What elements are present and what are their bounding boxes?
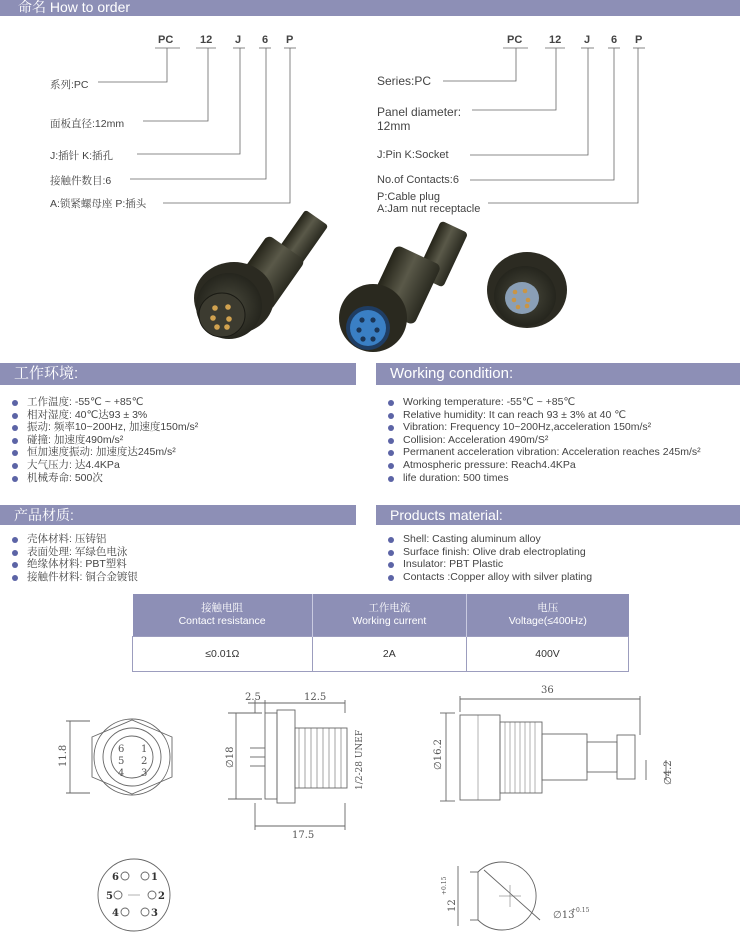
dim-side-thread: 1/2-28 UNEF [355, 729, 365, 790]
material-en-item: Surface finish: Olive drab electroplating [386, 546, 592, 559]
working-en-item: Vibration: Frequency 10~200Hz,acceleration 150m/s² [386, 421, 701, 434]
pin-layout-5: 5 [106, 891, 113, 902]
header-cn: 电压 [537, 602, 559, 614]
label-series-en: Series:PC [377, 74, 432, 88]
section-working-cn: 工作环境: [0, 363, 356, 385]
product-photo [194, 210, 567, 352]
dim-side-flange: 2.5 [245, 692, 261, 703]
value-working-current: 2A [312, 637, 466, 672]
table-row [133, 637, 629, 672]
spec-table-header [133, 594, 629, 637]
label-jam-en: A:Jam nut receptacle [377, 203, 481, 215]
label-plug-en: P:Cable plug [377, 191, 440, 203]
label-panel-en: Panel diameter: [377, 105, 462, 119]
dim-cutout-height: 12 [447, 899, 458, 912]
working-cn-item: 机械寿命: 500次 [10, 472, 198, 485]
spec-table [132, 594, 629, 672]
dim-side-diameter: ∅18 [225, 746, 236, 768]
code-contacts-en: 6 [611, 34, 618, 46]
working-cn-item: 振动: 频率10~200Hz, 加速度150m/s² [10, 421, 198, 434]
working-en-item: Relative humidity: It can reach 93 ± 3% at 40 ℃ [386, 409, 701, 422]
section-material-cn: 产品材质: [0, 505, 356, 525]
label-panel-en-value: 12mm [377, 119, 411, 133]
material-cn-list [10, 533, 138, 583]
label-series-cn: 系列:PC [50, 79, 89, 91]
front-pin-4: 4 [118, 768, 125, 779]
dim-plug-diameter: ∅16.2 [433, 739, 444, 770]
material-en-list [386, 533, 592, 583]
front-pin-5: 5 [118, 756, 125, 767]
working-en-item: life duration: 500 times [386, 472, 701, 485]
code-contact-type-en: J [584, 34, 591, 46]
drawing-panel-cutout [458, 862, 540, 930]
label-style-cn: A:锁紧螺母座 P:插头 [50, 198, 147, 210]
label-contacts-cn: 接触件数目:6 [50, 175, 112, 187]
material-cn-item: 壳体材料: 压铸铝 [10, 533, 138, 546]
header-cn: 工作电流 [368, 602, 411, 614]
header-voltage [467, 594, 629, 637]
header-working-current [312, 594, 466, 637]
material-en-item: Contacts :Copper alloy with silver plating [386, 571, 592, 584]
connector-photo-jam-nut [487, 252, 567, 328]
code-contact-type: J [235, 34, 242, 46]
dim-plug-small: ∅4.2 [663, 760, 674, 785]
front-pin-2: 2 [141, 756, 148, 767]
working-en-item: Collision: Acceleration 490m/S² [386, 434, 701, 447]
dim-side-overall: 17.5 [292, 830, 315, 841]
drawing-plug-view [440, 696, 666, 801]
material-cn-item: 绝缘体材料: PBT塑料 [10, 558, 138, 571]
label-diameter-cn: 面板直径:12mm [50, 118, 125, 130]
working-cn-list [10, 396, 198, 484]
drawing-side-view [228, 700, 347, 830]
section-material-en: Products material: [376, 505, 740, 525]
label-contacts-en: No.of Contacts:6 [377, 174, 459, 186]
code-series: PC [158, 34, 174, 46]
value-voltage: 400V [467, 637, 629, 672]
working-en-item: Working temperature: -55℃ ~ +85℃ [386, 396, 701, 409]
pin-layout-6: 6 [112, 872, 119, 883]
working-en-list [386, 396, 701, 484]
order-leader-lines-cn [98, 48, 296, 203]
value-contact-resistance: ≤0.01Ω [133, 637, 313, 672]
code-series-en: PC [507, 34, 523, 46]
page-title: 命名 How to order [18, 0, 131, 15]
code-contacts: 6 [262, 34, 269, 46]
connector-photo-receptacle [194, 210, 328, 339]
front-pin-3: 3 [141, 768, 148, 779]
connector-photo-plug [339, 220, 468, 352]
label-pin-en: J:Pin K:Socket [377, 149, 449, 161]
dim-cutout-diameter-tol: +0.15 [571, 907, 590, 914]
code-diameter: 12 [200, 34, 213, 46]
code-diameter-en: 12 [549, 34, 562, 46]
working-cn-item: 大气压力: 达4.4KPa [10, 459, 198, 472]
front-pin-labels [118, 744, 147, 779]
pin-layout-2: 2 [158, 891, 165, 902]
header-cn: 接触电阻 [201, 602, 244, 614]
working-cn-item: 相对湿度: 40℃达93 ± 3% [10, 409, 198, 422]
pin-layout-4: 4 [112, 908, 119, 919]
material-cn-item: 表面处理: 军绿色电泳 [10, 546, 138, 559]
dim-cutout-diameter: ∅13 [553, 910, 575, 921]
header-en: Working current [352, 615, 427, 627]
dim-front-width: 11.8 [58, 744, 69, 767]
pin-layout-3: 3 [151, 908, 158, 919]
material-en-item: Shell: Casting aluminum alloy [386, 533, 592, 546]
working-cn-item: 碰撞: 加速度490m/s² [10, 434, 198, 447]
pin-layout-1: 1 [151, 872, 158, 883]
front-pin-6: 6 [118, 744, 125, 755]
header-en: Contact resistance [178, 615, 266, 627]
header-en: Voltage(≤400Hz) [508, 615, 587, 627]
section-working-en: Working condition: [376, 363, 740, 385]
label-contact-type-cn: J:插针 K:插孔 [50, 150, 114, 162]
code-style: P [286, 34, 294, 46]
material-en-item: Insulator: PBT Plastic [386, 558, 592, 571]
dim-cutout-height-tol: +0.15 [441, 876, 448, 895]
front-pin-1: 1 [141, 744, 148, 755]
header-contact-resistance [133, 594, 313, 637]
order-leader-lines-en [443, 48, 645, 203]
dim-side-thread-len: 12.5 [304, 692, 327, 703]
material-cn-item: 接触件材料: 铜合金镀银 [10, 571, 138, 584]
working-cn-item: 工作温度: -55℃ ~ +85℃ [10, 396, 198, 409]
working-en-item: Permanent acceleration vibration: Acceleration reaches 245m/s² [386, 446, 701, 459]
working-en-item: Atmospheric pressure: Reach4.4KPa [386, 459, 701, 472]
working-cn-item: 恒加速度振动: 加速度达245m/s² [10, 446, 198, 459]
dim-plug-length: 36 [541, 685, 554, 696]
code-style-en: P [635, 34, 643, 46]
